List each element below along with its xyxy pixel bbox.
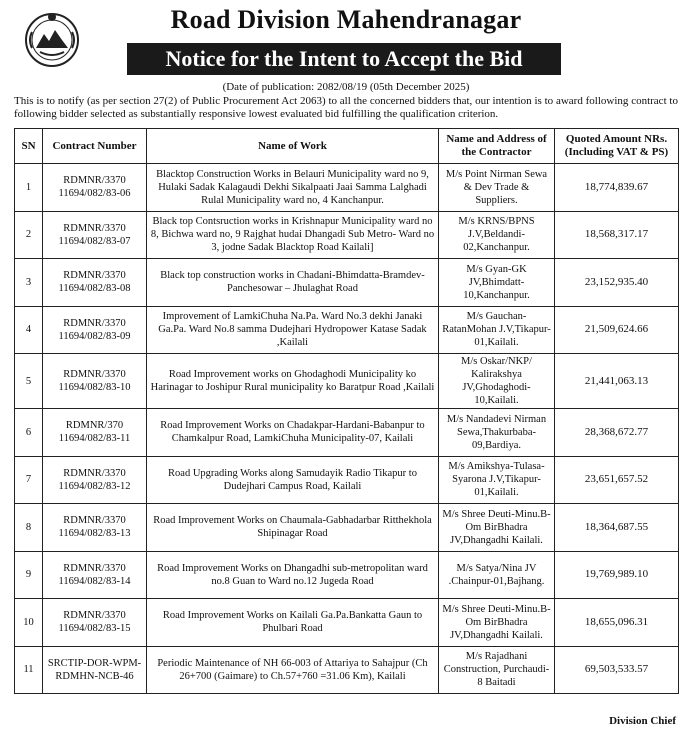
table-row (15, 409, 679, 457)
row-name-of-work: Black top Contsruction works in Krishnapur Municipality ward no 8, Bichwa ward no, 9 Rajghat hudai Dhangadi Sub Metro- Ward no 3, jodne Sadak Blacktop Road Kailali] (147, 211, 439, 259)
table-row (15, 306, 679, 354)
row-contract-number: RDMNR/370 11694/082/83-11 (43, 409, 147, 457)
table-row (15, 164, 679, 212)
row-contract-number: SRCTIP-DOR-WPM-RDMHN-NCB-46 (43, 646, 147, 694)
row-contract-number: RDMNR/3370 11694/082/83-08 (43, 259, 147, 307)
row-contractor: M/s Gauchan-RatanMohan J.V,Tikapur-01,Kailali. (439, 306, 555, 354)
office-title: Road Division Mahendranagar (170, 5, 522, 34)
row-quoted-amount: 28,368,672.77 (555, 409, 679, 457)
row-quoted-amount: 69,503,533.57 (555, 646, 679, 694)
row-name-of-work: Blacktop Construction Works in Belauri Municipality ward no 9, Hulaki Sadak Kalagaudi Dekhi Sikalpaati Jaai Samma Lalghadi Rulal Municipality ward no, 4 Kanchanpur. (147, 164, 439, 212)
row-sn: 9 (15, 551, 43, 599)
row-contract-number: RDMNR/3370 11694/082/83-14 (43, 551, 147, 599)
row-contract-number: RDMNR/3370 11694/082/83-15 (43, 599, 147, 647)
row-contractor: M/s Shree Deuti-Minu.B-Om BirBhadra JV,Dhangadhi Kailali. (439, 599, 555, 647)
row-contract-number: RDMNR/3370 11694/082/83-09 (43, 306, 147, 354)
row-contractor: M/s KRNS/BPNS J.V,Beldandi-02,Kanchanpur. (439, 211, 555, 259)
row-contractor: M/s Satya/Nina JV .Chainpur-01,Bajhang. (439, 551, 555, 599)
notice-title-banner: Notice for the Intent to Accept the Bid (127, 43, 561, 75)
row-sn: 5 (15, 354, 43, 409)
row-quoted-amount: 18,364,687.55 (555, 504, 679, 552)
row-sn: 3 (15, 259, 43, 307)
table-row (15, 551, 679, 599)
row-sn: 10 (15, 599, 43, 647)
row-name-of-work: Road Improvement Works on Chaumala-Gabhadarbar Ritthekhola Shipinagar Road (147, 504, 439, 552)
row-name-of-work: Road Improvement Works on Chadakpar-Hardani-Babanpur to Chamkalpur Road, LamkiChuha Municipality-07, Kailali (147, 409, 439, 457)
row-contractor: M/s Oskar/NKP/ Kalirakshya JV,Ghodaghodi-10,Kailali. (439, 354, 555, 409)
table-row (15, 599, 679, 647)
row-contract-number: RDMNR/3370 11694/082/83-10 (43, 354, 147, 409)
row-sn: 7 (15, 456, 43, 504)
col-sn: SN (15, 129, 43, 164)
table-header-row (15, 129, 679, 164)
row-name-of-work: Black top construction works in Chadani-Bhimdatta-Bramdev-Panchesowar – Jhulaghat Road (147, 259, 439, 307)
row-contract-number: RDMNR/3370 11694/082/83-07 (43, 211, 147, 259)
table-row (15, 211, 679, 259)
row-sn: 2 (15, 211, 43, 259)
table-row (15, 354, 679, 409)
row-name-of-work: Road Improvement Works on Dhangadhi sub-metropolitan ward no.8 Guan to Ward no.12 Jugeda Road (147, 551, 439, 599)
row-name-of-work: Improvement of LamkiChuha Na.Pa. Ward No.3 dekhi Janaki Ga.Pa. Ward No.8 samma Dudejhari Hydropower Katase Sadak ,Kailali (147, 306, 439, 354)
row-quoted-amount: 23,651,657.52 (555, 456, 679, 504)
row-quoted-amount: 18,568,317.17 (555, 211, 679, 259)
signatory: Division Chief (609, 715, 676, 727)
intro-paragraph: This is to notify (as per section 27(2) of Public Procurement Act 2063) to all the concerned bidders that, our intention is to award following contract to following bidder selected as substantially responsive lowest evaluated bid fulfilling the qualification criterion. (14, 95, 678, 120)
table-row (15, 259, 679, 307)
row-contractor: M/s Shree Deuti-Minu.B-Om BirBhadra JV,Dhangadhi Kailali. (439, 504, 555, 552)
row-quoted-amount: 21,509,624.66 (555, 306, 679, 354)
row-name-of-work: Road Improvement Works on Kailali Ga.Pa.Bankatta Gaun to Phulbari Road (147, 599, 439, 647)
row-quoted-amount: 18,655,096.31 (555, 599, 679, 647)
col-contractor: Name and Address of the Contractor (439, 129, 555, 164)
row-contractor: M/s Amikshya-Tulasa-Syarona J.V,Tikapur-01,Kailali. (439, 456, 555, 504)
publication-date: (Date of publication: 2082/08/19 (05th December 2025) (222, 81, 470, 93)
col-quoted-amount: Quoted Amount NRs. (Including VAT & PS) (555, 129, 679, 164)
col-contract-number: Contract Number (43, 129, 147, 164)
row-sn: 8 (15, 504, 43, 552)
row-contractor: M/s Gyan-GK JV,Bhimdatt-10,Kanchanpur. (439, 259, 555, 307)
row-quoted-amount: 18,774,839.67 (555, 164, 679, 212)
row-name-of-work: Road Improvement works on Ghodaghodi Municipality ko Harinagar to Joshipur Rural municipality ko Baratpur Road ,Kailali (147, 354, 439, 409)
bid-table (14, 128, 679, 694)
row-sn: 6 (15, 409, 43, 457)
row-name-of-work: Periodic Maintenance of NH 66-003 of Attariya to Sahajpur (Ch 26+700 (Gaimare) to Ch.57+760 =31.06 Km), Kailali (147, 646, 439, 694)
row-name-of-work: Road Upgrading Works along Samudayik Radio Tikapur to Dudejhari Campus Road, Kailali (147, 456, 439, 504)
table-row (15, 504, 679, 552)
row-quoted-amount: 19,769,989.10 (555, 551, 679, 599)
row-sn: 1 (15, 164, 43, 212)
table-row (15, 456, 679, 504)
row-contract-number: RDMNR/3370 11694/082/83-13 (43, 504, 147, 552)
row-contractor: M/s Nandadevi Nirman Sewa,Thakurbaba-09,Bardiya. (439, 409, 555, 457)
row-sn: 11 (15, 646, 43, 694)
row-sn: 4 (15, 306, 43, 354)
row-quoted-amount: 21,441,063.13 (555, 354, 679, 409)
row-contractor: M/s Point Nirman Sewa & Dev Trade & Suppliers. (439, 164, 555, 212)
row-contractor: M/s Rajadhani Construction, Purchaudi-8 Baitadi (439, 646, 555, 694)
table-row (15, 646, 679, 694)
row-contract-number: RDMNR/3370 11694/082/83-06 (43, 164, 147, 212)
row-contract-number: RDMNR/3370 11694/082/83-12 (43, 456, 147, 504)
row-quoted-amount: 23,152,935.40 (555, 259, 679, 307)
col-name-of-work: Name of Work (147, 129, 439, 164)
